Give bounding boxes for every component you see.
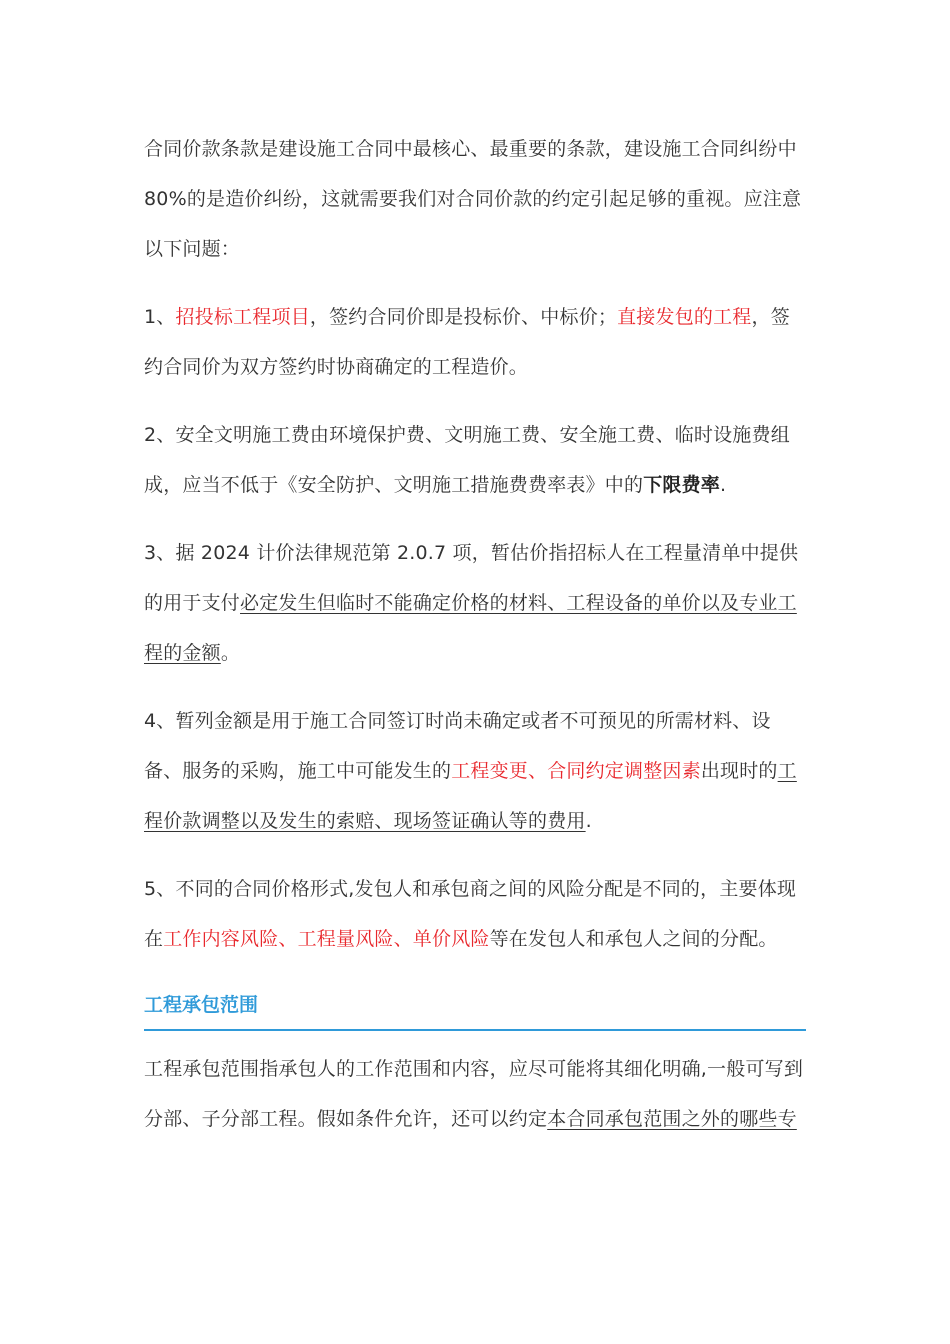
item-1-highlight-bidding: 招投标工程项目 bbox=[175, 306, 310, 328]
item-3-text-a: 3、据 2024 计价法律规范第 2.0.7 项，暂估价指招标人在工程量清单中提供的用于支付 bbox=[144, 542, 799, 614]
section-underlined: 本合同承包范围之外的哪些专 bbox=[547, 1108, 797, 1130]
item-2-text-a: 2、安全文明施工费由环境保护费、文明施工费、安全施工费、临时设施费组成，应当不低于《安全防护、文明施工措施费费率表》中的 bbox=[144, 424, 790, 496]
item-1-paragraph bbox=[144, 292, 808, 392]
section-body bbox=[144, 1044, 808, 1144]
item-3-text-b: 。 bbox=[220, 642, 241, 664]
item-4-text-a: 4、暂列金额是用于施工合同签订时尚未确定或者不可预见的所需材料、设备、服务的采购，施工中可能发生的 bbox=[144, 710, 771, 782]
main-content bbox=[144, 124, 808, 982]
item-5-text-a: 5、不同的合同价格形式,发包人和承包商之间的风险分配是不同的，主要体现在 bbox=[144, 878, 797, 950]
item-4-paragraph bbox=[144, 696, 808, 846]
item-5-highlight: 工作内容风险、工程量风险、单价风险 bbox=[163, 928, 490, 950]
section-heading bbox=[144, 983, 806, 1031]
item-1-highlight-direct: 直接发包的工程 bbox=[617, 306, 752, 328]
item-5-paragraph bbox=[144, 864, 808, 964]
item-2-text-b: . bbox=[720, 474, 727, 496]
item-4-highlight: 工程变更、合同约定调整因素 bbox=[451, 760, 701, 782]
item-5-text-b: 等在发包人和承包人之间的分配。 bbox=[489, 928, 778, 950]
item-2-paragraph bbox=[144, 410, 808, 510]
item-1-text-a: ，签约合同价即是投标价、中标价； bbox=[309, 306, 618, 328]
item-3-paragraph bbox=[144, 528, 808, 678]
item-1-number: 1、 bbox=[144, 306, 176, 328]
item-1-text-b: ，签约合同价为双方签约时协商确定的工程造价。 bbox=[144, 306, 790, 378]
section-heading-text: 工程承包范围 bbox=[144, 994, 259, 1016]
intro-text: 合同价款条款是建设施工合同中最核心、最重要的条款，建设施工合同纠纷中80%的是造价纠纷，这就需要我们对合同价款的约定引起足够的重视。应注意以下问题： bbox=[144, 138, 802, 260]
item-3-underlined: 必定发生但临时不能确定价格的材料、工程设备的单价以及专业工程的金额 bbox=[144, 592, 797, 664]
item-4-text-c: . bbox=[585, 810, 592, 832]
item-2-bold-rate: 下限费率 bbox=[643, 474, 721, 496]
section-text: 工程承包范围指承包人的工作范围和内容，应尽可能将其细化明确,一般可写到分部、子分部工程。假如条件允许，还可以约定 bbox=[144, 1058, 804, 1130]
item-4-underlined: 工程价款调整以及发生的索赔、现场签证确认等的费用 bbox=[144, 760, 797, 832]
item-4-text-b: 出现时的 bbox=[700, 760, 778, 782]
intro-paragraph bbox=[144, 124, 808, 274]
